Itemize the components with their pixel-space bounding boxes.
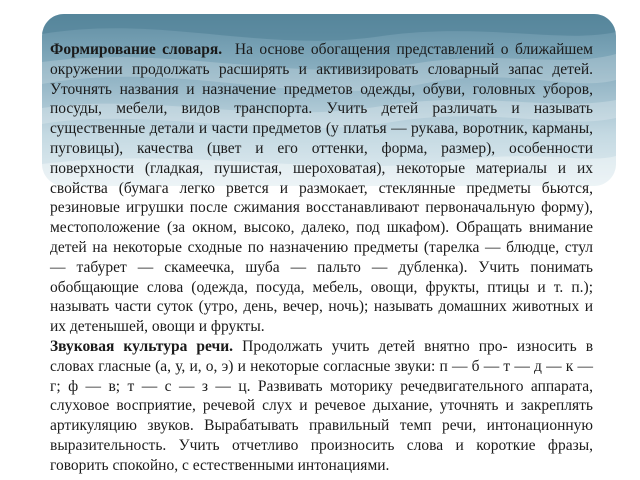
paragraph-body: На основе обогащения представлений о ближайшем окружении продолжать расширять и активизировать словарный запас детей. Уточнять названия и назначение предметов одежды, обуви, головных уборов, посуды, мебели, видов транспорта. Учить детей различать и называть существенные детали и части предметов (у платья — рукава, воротник, карманы, пуговицы), качества (цвет и его оттенки, форма, размер), особенности поверхности (гладкая, пушистая, шероховатая), некоторые материалы и их свойства (бумага легко рвется и размокает, стеклянные предметы бьются, резиновые игрушки после сжимания восстанавливают первоначальную форму), местоположение (за окном, высоко, далеко, под шкафом). Обращать внимание детей на некоторые сходные по назначению предметы (тарелка — блюдце, стул — табурет — скамеечка, шуба — пальто — дубленка). Учить понимать обобщающие слова (одежда, посуда, мебель, овощи, фрукты, птицы и т. п.); называть части суток (утро, день, вечер, ночь); называть домашних животных и их детенышей, овощи и фрукты. bbox=[50, 41, 593, 336]
paragraph-vocabulary bbox=[50, 40, 593, 337]
paragraph-body: Продолжать учить детей внятно про- износить в словах гласные (а, у, и, о, э) и некоторые согласные звуки: п — б — т — д — к — г; ф — в; т — с — з — ц. Развивать моторику речедвигательного аппарата, слуховое восприятие, речевой слух и речевое дыхание, уточнять и закреплять артикуляцию звуков. Вырабатывать правильный темп речи, интонационную выразительность. Учить отчетливо произносить слова и короткие фразы, говорить спокойно, с естественными интонациями. bbox=[50, 337, 594, 474]
text-content bbox=[50, 40, 593, 476]
paragraph-heading: Формирование словаря. bbox=[50, 41, 223, 58]
paragraph-heading: Звуковая культура речи. bbox=[50, 337, 234, 355]
paragraph-sound-culture bbox=[50, 337, 593, 476]
